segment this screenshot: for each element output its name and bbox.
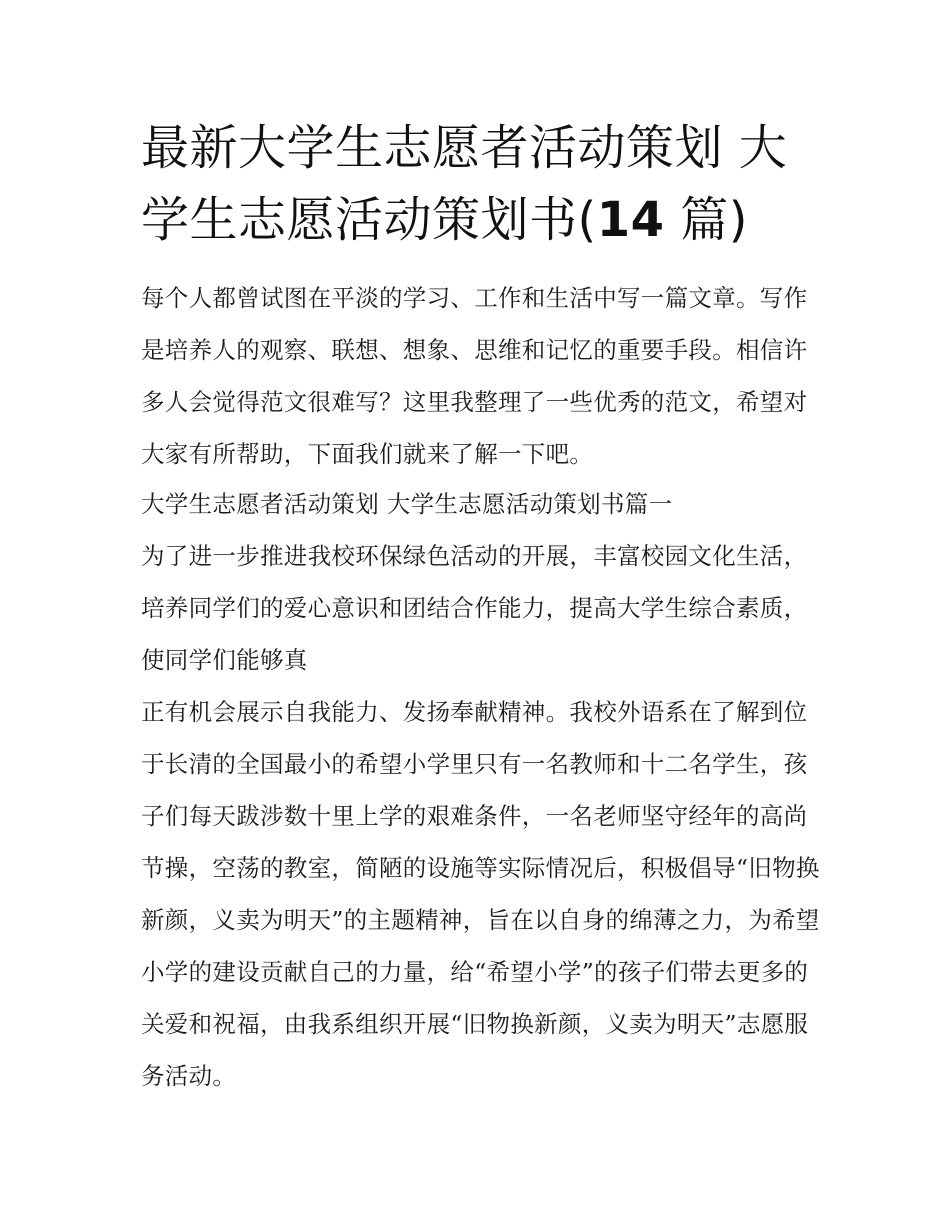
- title-line-2-text: 学生志愿活动策划书(: [141, 192, 597, 248]
- body-paragraph-1: 为了进一步推进我校环保绿色活动的开展，丰富校园文化生活，培养同学们的爱心意识和团结合作能力，提高大学生综合素质，使同学们能够真: [141, 542, 808, 674]
- document-title: [141, 112, 821, 256]
- body-paragraph-2: 正有机会展示自我能力、发扬奉献精神。我校外语系在了解到位于长清的全国最小的希望小学里只有一名教师和十二名学生，孩子们每天跋涉数十里上学的艰难条件，一名老师坚守经年的高尚节操，空荡的教室，简陋的设施等实际情况后，积极倡导“旧物换新颜，义卖为明天”的主题精神，旨在以自身的绵薄之力，为希望小学的建设贡献自己的力量，给“希望小学”的孩子们带去更多的关爱和祝福，由我系组织开展“旧物换新颜，义卖为明天”志愿服务活动。: [141, 698, 820, 1090]
- title-line-1: 最新大学生志愿者活动策划 大: [141, 120, 788, 176]
- title-line-2-end: 篇): [664, 192, 749, 248]
- title-line-2-number: 14: [596, 192, 665, 248]
- section-heading: 大学生志愿者活动策划 大学生志愿活动策划书篇一: [141, 490, 673, 518]
- intro-paragraph: 每个人都曾试图在平淡的学习、工作和生活中写一篇文章。写作是培养人的观察、联想、想象、思维和记忆的重要手段。相信许多人会觉得范文很难写？这里我整理了一些优秀的范文，希望对大家有所帮助，下面我们就来了解一下吧。: [141, 284, 808, 468]
